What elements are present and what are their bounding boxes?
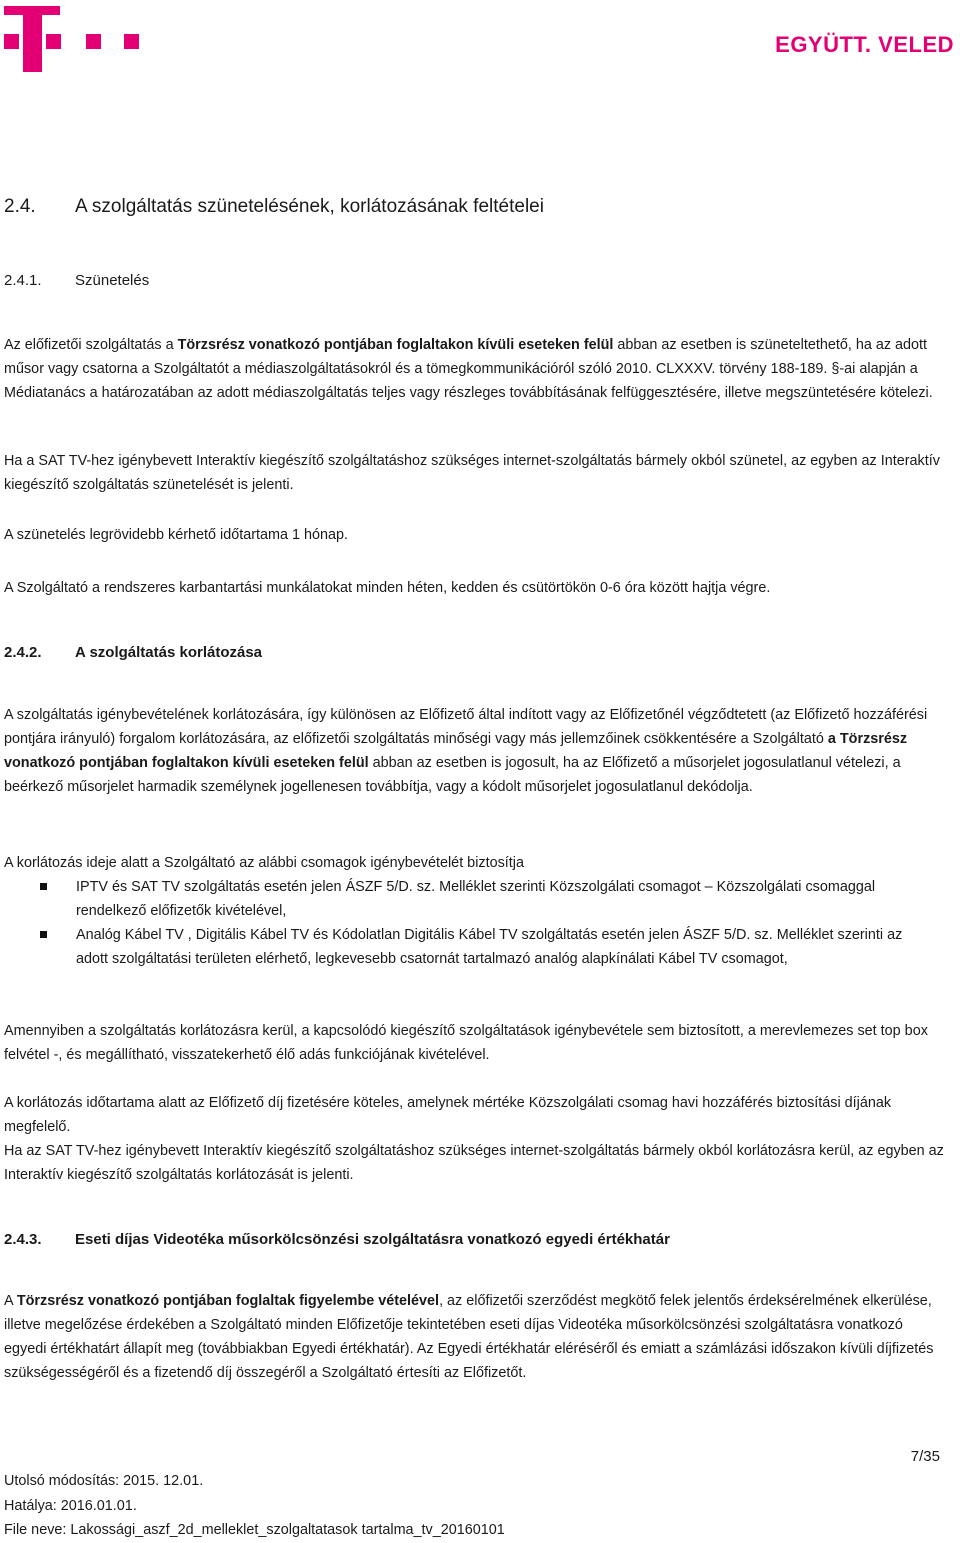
paragraph: A Szolgáltató a rendszeres karbantartási munkálatokat minden héten, kedden és csütörtökön 0-6 óra között hajtja végre.	[4, 580, 771, 596]
slogan: EGYÜTT. VELED	[775, 32, 954, 57]
footer-filename: File neve: Lakossági_aszf_2d_melleklet_szolgaltatasok tartalma_tv_20160101	[4, 1522, 505, 1538]
footer-effective: Hatálya: 2016.01.01.	[4, 1498, 137, 1514]
square-bullet-icon	[40, 883, 47, 890]
paragraph: Ha a SAT TV-hez igénybevett Interaktív kiegészítő szolgáltatáshoz szükséges internet-szolgáltatás bármely okból szünetel, az egyben az Interaktív kiegészítő szolgáltatás szünetelését is jelenti.	[4, 453, 940, 493]
section-title: Eseti díjas Videotéka műsorkölcsönzési szolgáltatásra vonatkozó egyedi értékhatár	[75, 1231, 670, 1248]
section-number: 2.4.	[4, 196, 36, 217]
paragraph: A Törzsrész vonatkozó pontjában foglaltak figyelembe vételével, az előfizetői szerződést megkötő felek jelentős érdeksérelmének elkerülése, illetve megelőzése érdekében a Szolgáltató minden Előfizetője tekintetében eseti díjas Videotéka műsorkölcsönzési szolgáltatásra vonatkozó egyedi értékhatárt állapít meg (továbbiakban Egyedi értékhatár). Az Egyedi értékhatár eléréséről és emiatt a számlázási időszakon kívüli díjfizetés szükségességéről és a fizetendő díj összegéről a Szolgáltató értesíti az Előfizetőt.	[4, 1293, 934, 1381]
section-number: 2.4.1.	[4, 272, 42, 289]
paragraph: A szünetelés legrövidebb kérhető időtartama 1 hónap.	[4, 527, 349, 543]
square-bullet-icon	[40, 931, 47, 938]
paragraph: A szolgáltatás igénybevételének korlátozására, így különösen az Előfizető által indított vagy az Előfizetőnél végződtetett (az Előfizető hozzáférési pontjára irányuló) forgalom korlátozására, az előfizetői szolgáltatás minőségi vagy más jellemzőinek csökkentésére a Szolgáltató a Törzsrész vonatkozó pontjában foglaltakon kívüli eseteken felül abban az esetben is jogosult, ha az Előfizető a műsorjelet jogosulatlanul vételezi, a beérkező műsorjelet harmadik személynek jogellenesen továbbítja, vagy a kódolt műsorjelet jogosulatlanul dekódolja.	[4, 707, 928, 795]
paragraph: A korlátozás időtartama alatt az Előfizető díj fizetésére köteles, amelynek mértéke Közszolgálati csomag havi hozzáférés biztosítási díjának megfelelő.	[4, 1095, 892, 1135]
section-number: 2.4.2.	[4, 644, 42, 661]
footer-modified: Utolsó módosítás: 2015. 12.01.	[4, 1473, 204, 1489]
section-title: A szolgáltatás korlátozása	[75, 644, 263, 661]
section-number: 2.4.3.	[4, 1231, 42, 1248]
paragraph: A korlátozás ideje alatt a Szolgáltató az alábbi csomagok igénybevételét biztosítja	[4, 855, 524, 871]
paragraph: Az előfizetői szolgáltatás a Törzsrész vonatkozó pontjában foglaltakon kívüli eseteken felül abban az esetben is szüneteltethető, ha az adott műsor vagy csatorna a Szolgáltatót a médiaszolgáltatásokról és a tömegkommunikációról szóló 2010. CLXXXV. törvény 188-189. §-ai alapján a Médiatanács a határozatában az adott médiaszolgáltatás teljes vagy részleges továbbításának felfüggesztésére, illetve megszüntetésére kötelezi.	[4, 337, 933, 401]
section-title: Szünetelés	[75, 272, 150, 289]
telekom-logo	[0, 0, 150, 74]
page-number: 7/35	[910, 1448, 940, 1465]
paragraph: Amennyiben a szolgáltatás korlátozásra kerül, a kapcsolódó kiegészítő szolgáltatások igénybevétele sem biztosított, a merevlemezes set top box felvétel -, és megállítható, visszatekerhető élő adás funkciójának kivételével.	[4, 1023, 928, 1063]
paragraph: Ha az SAT TV-hez igénybevett Interaktív kiegészítő szolgáltatáshoz szükséges internet-szolgáltatás bármely okból korlátozásra kerül, az egyben az Interaktív kiegészítő szolgáltatás korlátozását is jelenti.	[4, 1143, 944, 1183]
section-title: A szolgáltatás szünetelésének, korlátozásának feltételei	[75, 196, 544, 217]
